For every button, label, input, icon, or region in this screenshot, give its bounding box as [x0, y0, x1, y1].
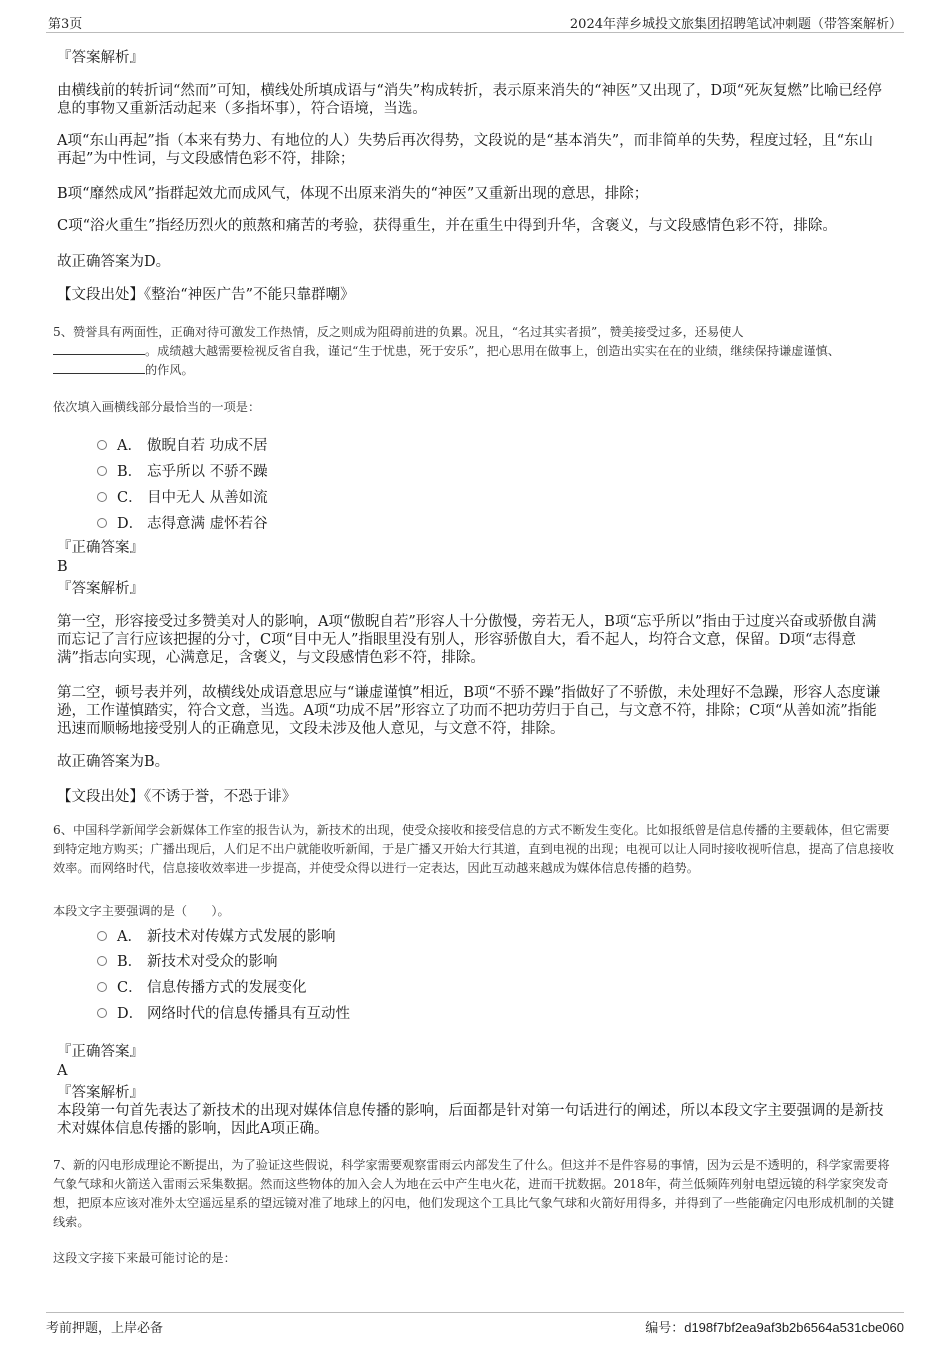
q5-answer: B	[57, 559, 68, 575]
footer-slogan: 考前押题，上岸必备	[46, 1321, 164, 1336]
q4-analysis-p5: 故正确答案为D。	[57, 254, 171, 270]
radio-icon[interactable]	[97, 518, 107, 528]
q5-analysis-p1: 第一空，形容接受过多赞美对人的影响，A项“傲睨自若”形容人十分傲慢，旁若无人，B项“忘乎所以”指由于过度兴奋或骄傲自满而忘记了言行应该把握的分寸，C项“目中无人”指眼里没有别人，形容骄傲自大，看不起人，均符合文意，保留。D项“志得意满”指志向实现，心满意足，含褒义，与文段感情色彩不符，排除。	[57, 614, 877, 666]
document-id: 编号：d198f7bf2ea9af3b2b6564a531cbe060	[645, 1320, 904, 1335]
q4-analysis-label: 『答案解析』	[57, 50, 144, 66]
q5-option-d[interactable]: D． 志得意满 虚怀若谷	[97, 512, 268, 533]
q7-prompt: 这段文字接下来最可能讨论的是：	[53, 1251, 236, 1265]
q5-source: 【文段出处】《不诱于誉，不恐于诽》	[57, 789, 297, 805]
q7-stem: 7、新的闪电形成理论不断提出，为了验证这些假说，科学家需要观察雷雨云内部发生了什么。但这并不是件容易的事情，因为云是不透明的，科学家需要将气象气球和火箭送入雷雨云采集数据。然而这些物体的加入会人为地在云中产生电火花，进而干扰数据。2018年，荷兰低频阵列射电望远镜的科学家突发奇想，把原本应该对准外太空遥远星系的望远镜对准了地球上的闪电，他们发现这个工具比气象气球和火箭好用得多，并得到了一些能确定闪电形成机制的关键线索。	[53, 1158, 894, 1229]
q5-analysis-p3: 故正确答案为B。	[57, 754, 170, 770]
q5-analysis-p2: 第二空，顿号表并列，故横线处成语意思应与“谦虚谨慎”相近，B项“不骄不躁”指做好了不骄傲，未处理好不急躁，形容人态度谦逊，工作谨慎踏实，符合文意，当选。A项“功成不居”形容立了功而不把功劳归于自己，与文意不符，排除；C项“从善如流”指能迅速而顺畅地接受别人的正确意见，文段未涉及他人意见，与文意不符，排除。	[57, 685, 881, 737]
q6-correct-label: 『正确答案』	[57, 1044, 144, 1060]
q6-option-b[interactable]: B． 新技术对受众的影响	[97, 950, 278, 971]
q5-option-b[interactable]: B． 忘乎所以 不骄不躁	[97, 460, 268, 481]
radio-icon[interactable]	[97, 492, 107, 502]
radio-icon[interactable]	[97, 466, 107, 476]
radio-icon[interactable]	[97, 956, 107, 966]
radio-icon[interactable]	[97, 440, 107, 450]
q6-analysis-label: 『答案解析』	[57, 1085, 144, 1101]
q6-option-d[interactable]: D． 网络时代的信息传播具有互动性	[97, 1002, 350, 1023]
q6-stem: 6、中国科学新闻学会新媒体工作室的报告认为，新技术的出现，使受众接收和接受信息的方式不断发生变化。比如报纸曾是信息传播的主要载体，但它需要到特定地方购买；广播出现后，人们足不出户就能收听新闻，于是广播又开始大行其道，直到电视的出现；电视可以让人同时接收视听信息，提高了信息接收效率。而网络时代，信息接收效率进一步提高，并使受众得以进行一定表达，因此互动越来越成为媒体信息传播的趋势。	[53, 823, 894, 875]
q5-option-c[interactable]: C． 目中无人 从善如流	[97, 486, 268, 507]
q6-analysis-p1: 本段第一句首先表达了新技术的出现对媒体信息传播的影响，后面都是针对第一句话进行的阐述，所以本段文字主要强调的是新技术对媒体信息传播的影响，因此A项正确。	[57, 1103, 884, 1137]
radio-icon[interactable]	[97, 1008, 107, 1018]
q6-answer: A	[57, 1063, 68, 1079]
page-number: 第3页	[48, 17, 83, 32]
q5-prompt: 依次填入画横线部分最恰当的一项是：	[53, 400, 261, 414]
q5-correct-label: 『正确答案』	[57, 540, 144, 556]
q6-option-c[interactable]: C． 信息传播方式的发展变化	[97, 976, 307, 997]
q5-blank-2	[53, 361, 145, 374]
q6-prompt: 本段文字主要强调的是（ ）。	[53, 904, 230, 918]
q4-source: 【文段出处】《整治“神医广告”不能只靠群嘲》	[57, 287, 355, 303]
q5-stem: 5、赞誉具有两面性，正确对待可激发工作热情，反之则成为阻碍前进的负累。况且，“名过其实者损”，赞美接受过多，还易使人 。成绩越大越需要检视反省自我，谨记“生于忧患，死于安乐”，把心思用在做事上，创造出实实在在的业绩，继续保持谦虚谨慎、的作风。	[53, 325, 840, 377]
q6-option-a[interactable]: A． 新技术对传媒方式发展的影响	[97, 925, 336, 946]
document-title: 2024年萍乡城投文旅集团招聘笔试冲刺题（带答案解析）	[569, 17, 902, 32]
page-footer	[46, 1312, 904, 1343]
q5-blank-1	[53, 342, 145, 355]
radio-icon[interactable]	[97, 982, 107, 992]
page-header	[46, 10, 904, 33]
q4-analysis-p1: 由横线前的转折词“然而”可知，横线处所填成语与“消失”构成转折，表示原来消失的“神医”又出现了，D项“死灰复燃”比喻已经停息的事物又重新活动起来（多指坏事），符合语境，当选。	[57, 83, 882, 117]
q4-analysis-p4: C项“浴火重生”指经历烈火的煎熬和痛苦的考验，获得重生，并在重生中得到升华，含褒义，与文段感情色彩不符，排除。	[57, 218, 837, 234]
q5-analysis-label: 『答案解析』	[57, 581, 144, 597]
q4-analysis-p2: A项“东山再起”指（本来有势力、有地位的人）失势后再次得势，文段说的是“基本消失”，而非简单的失势，程度过轻，且“东山再起”为中性词，与文段感情色彩不符，排除；	[57, 133, 874, 167]
q4-analysis-p3: B项“靡然成风”指群起效尤而成风气，体现不出原来消失的“神医”又重新出现的意思，排除；	[57, 186, 649, 202]
radio-icon[interactable]	[97, 931, 107, 941]
q5-option-a[interactable]: A． 傲睨自若 功成不居	[97, 434, 268, 455]
